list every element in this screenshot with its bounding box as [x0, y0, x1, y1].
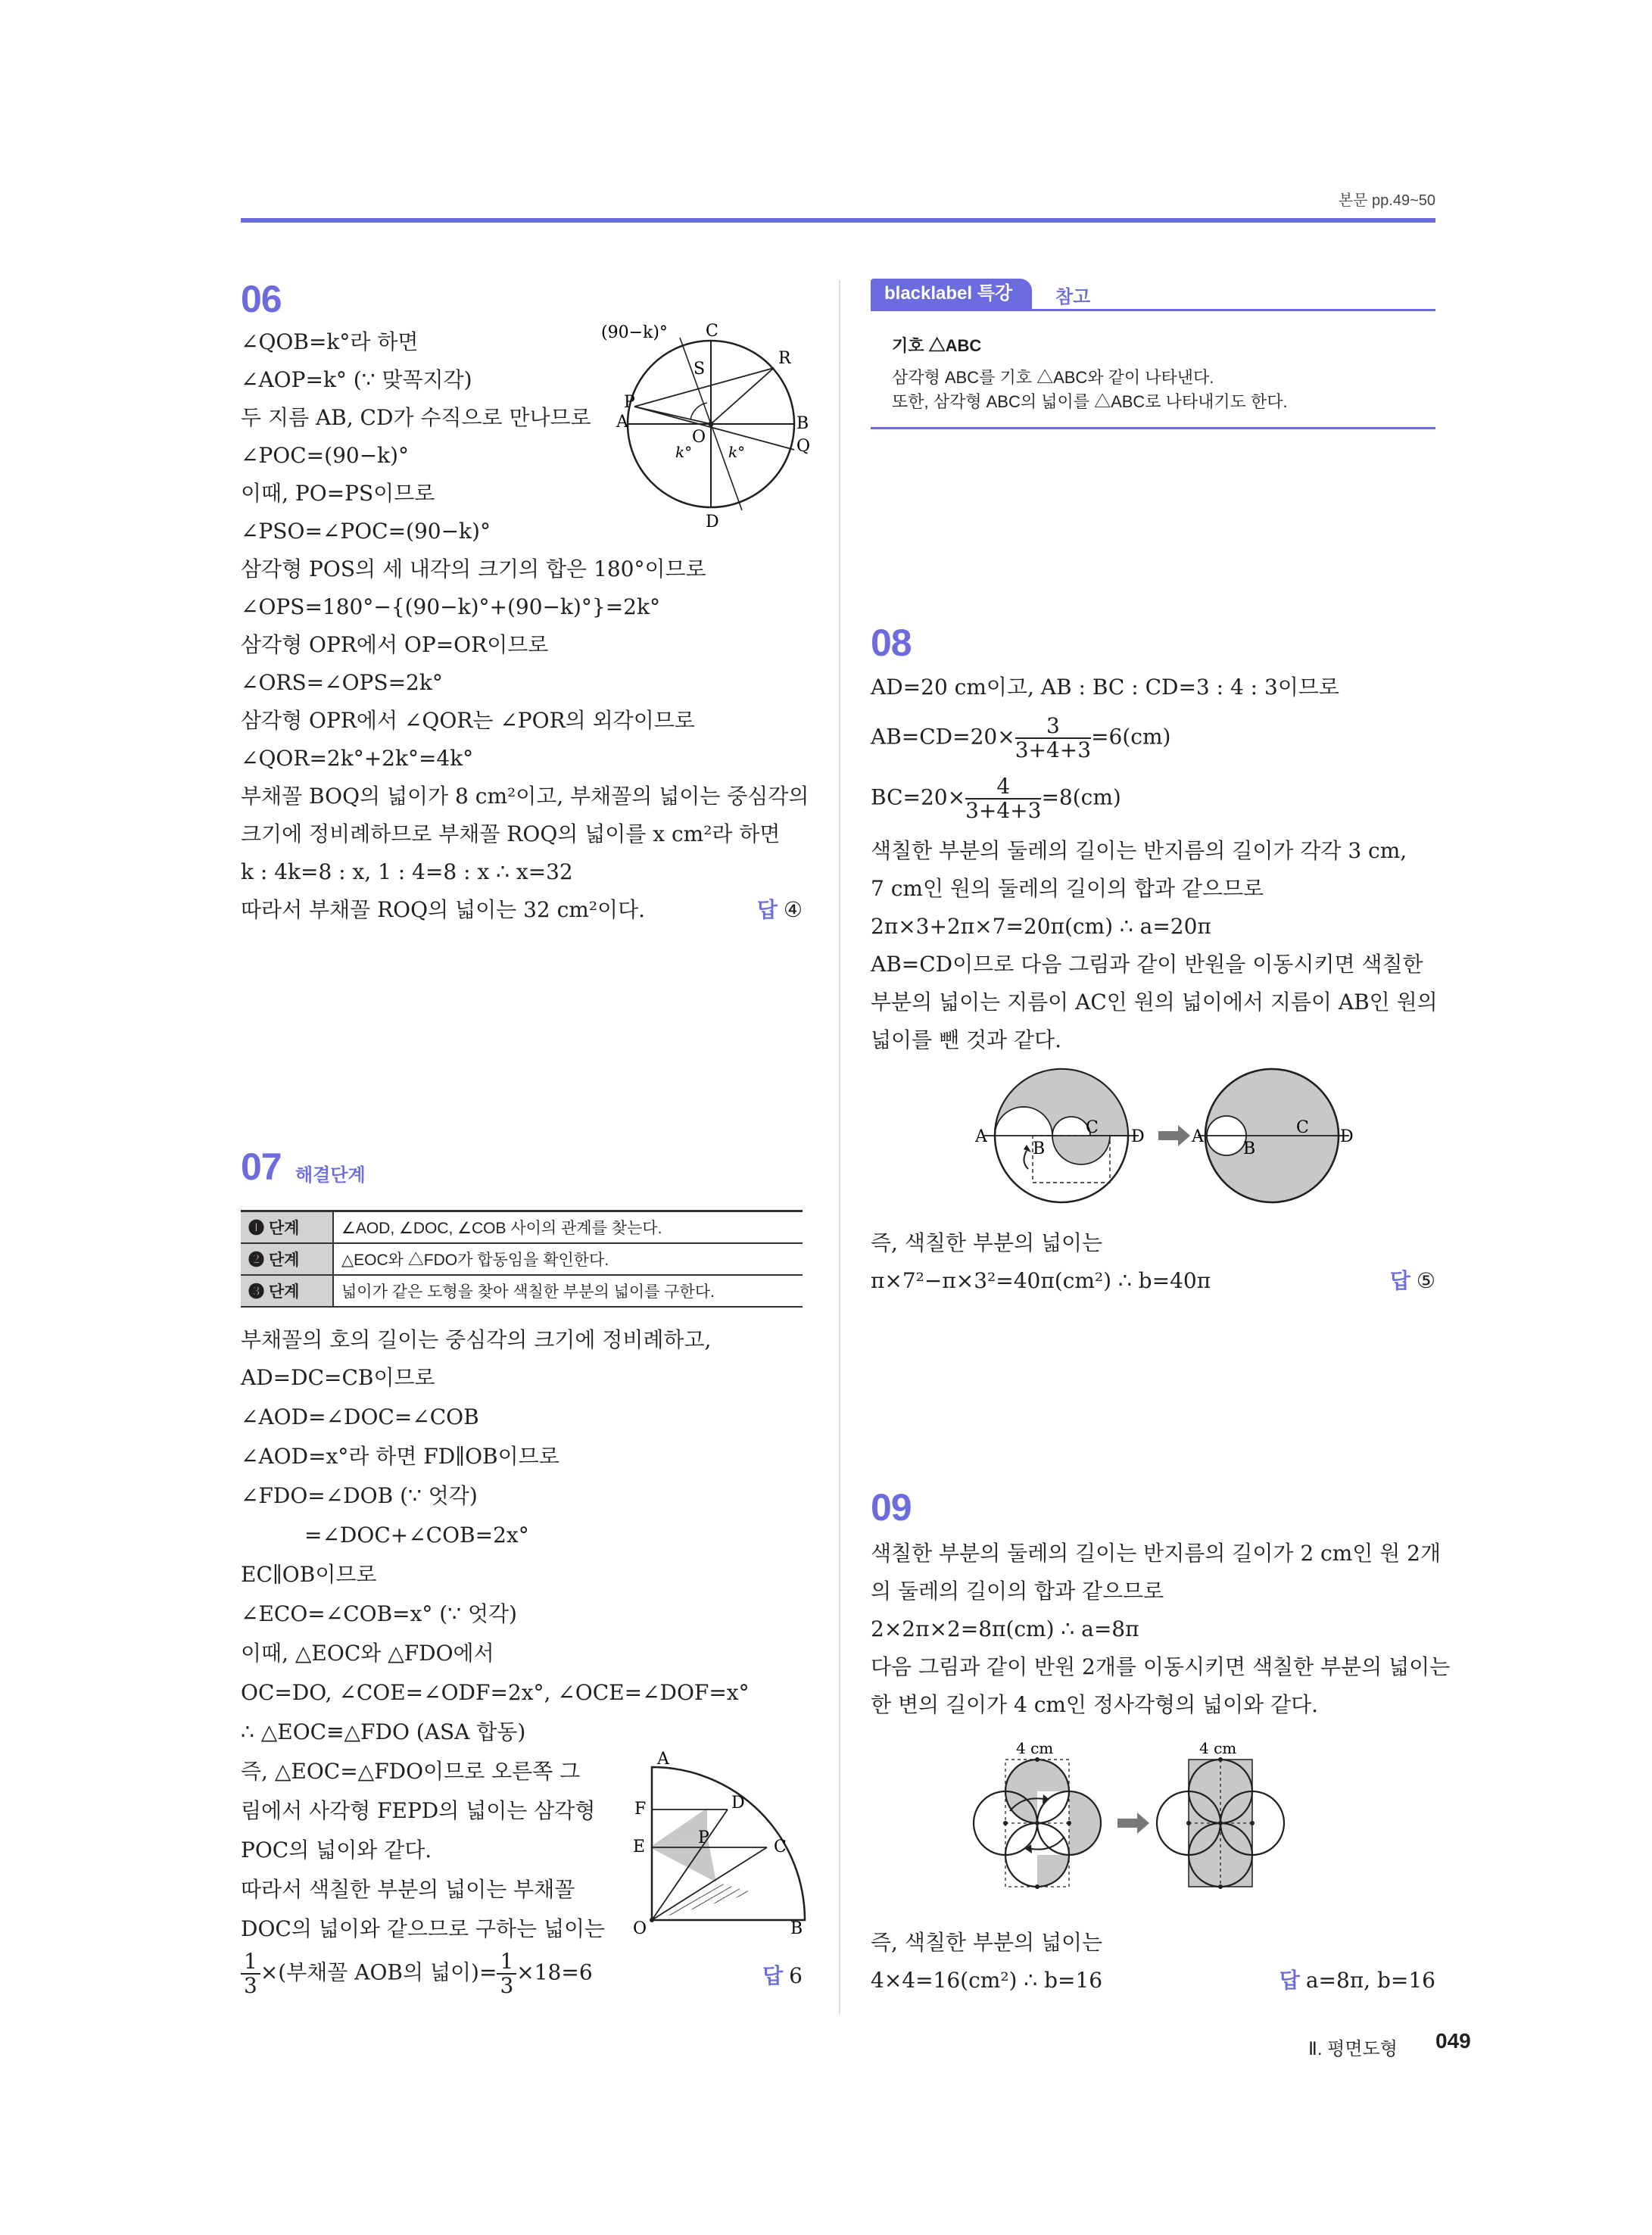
- q07-point-d: D: [731, 1794, 745, 1813]
- q06-line-11: 삼각형 OPR에서 ∠QOR는 ∠POR의 외각이므로: [241, 708, 695, 733]
- denominator: 3+4+3: [965, 798, 1042, 823]
- numerator: 1: [497, 1950, 516, 1975]
- q09-line-4: 다음 그림과 같이 반원 2개를 이동시키면 색칠한 부분의 넓이는: [871, 1654, 1451, 1679]
- answer-value: 6: [789, 1963, 803, 1988]
- q09-circles-figure: [946, 1726, 1340, 1915]
- q06-angle-label: (90−k)°: [601, 323, 668, 342]
- q07-point-b: B: [790, 1919, 803, 1938]
- q08-fig1-a: A: [975, 1127, 987, 1146]
- answer-label: 답: [762, 1964, 784, 1987]
- q08-eq-1: [871, 715, 1170, 762]
- q07-line-3: ∠AOD=∠DOC=∠COB: [241, 1404, 479, 1429]
- header-rule: [241, 218, 1435, 223]
- denominator: 3: [244, 1973, 257, 1998]
- q07-point-e: E: [633, 1838, 646, 1856]
- q07-point-a: A: [657, 1750, 669, 1769]
- q06-line-10: ∠ORS=∠OPS=2k°: [241, 670, 443, 695]
- q08-line-6: 부분의 넓이는 지름이 AC인 원의 넓이에서 지름이 AB인 원의: [871, 990, 1438, 1015]
- question-number-08: 08: [871, 622, 912, 664]
- question-number-06: 06: [241, 278, 282, 320]
- q06-point-p: P: [624, 393, 635, 412]
- eq-rhs: =6(cm): [1091, 724, 1171, 750]
- q08-fig2-c: C: [1296, 1118, 1309, 1137]
- q06-line-5: 이때, PO=PS이므로: [241, 481, 435, 506]
- step-row: [241, 1243, 803, 1275]
- fraction: [965, 775, 1041, 822]
- blacklabel-line-2: 또한, 삼각형 ABC의 넓이를 △ABC로 나타내기도 한다.: [892, 392, 1288, 411]
- expression-tail: ×18=6: [516, 1959, 593, 1985]
- blacklabel-line-1: 삼각형 ABC를 기호 △ABC와 같이 나타낸다.: [892, 368, 1214, 387]
- q08-line-4: 2π×3+2π×7=20π(cm) ∴ a=20π: [871, 914, 1211, 939]
- q07-line-12: 즉, △EOC=△FDO이므로 오른쪽 그: [241, 1759, 581, 1784]
- q07-point-c: C: [774, 1838, 787, 1856]
- step-label: ❶ 단계: [241, 1211, 333, 1243]
- q07-line-1: 부채꼴의 호의 길이는 중심각의 크기에 정비례하고,: [241, 1327, 712, 1352]
- step-text: △EOC와 △FDO가 합동임을 확인한다.: [333, 1243, 803, 1275]
- q09-line-1: 색칠한 부분의 둘레의 길이는 반지름의 길이가 2 cm인 원 2개: [871, 1541, 1442, 1566]
- q06-k-label-2: k°: [728, 443, 746, 461]
- blacklabel-ref: 참고: [1055, 287, 1091, 307]
- q08-eq-2: [871, 775, 1121, 822]
- step-label: ❷ 단계: [241, 1243, 333, 1275]
- q08-answer: [1390, 1266, 1435, 1296]
- q06-k-label-1: k°: [675, 443, 693, 461]
- q07-line-11: ∴ △EOC≡△FDO (ASA 합동): [241, 1719, 526, 1744]
- q06-point-q: Q: [796, 437, 811, 456]
- q09-line-5: 한 변의 길이가 4 cm인 정사각형의 넓이와 같다.: [871, 1692, 1319, 1717]
- q08-fig1-c: C: [1086, 1118, 1099, 1137]
- q06-point-c: C: [706, 322, 718, 341]
- q08-fig1-b: B: [1033, 1139, 1046, 1158]
- q06-point-s: S: [694, 360, 706, 379]
- q06-line-14: 크기에 정비례하므로 부채꼴 ROQ의 넓이를 x cm²라 하면: [241, 821, 781, 846]
- q06-line-4: ∠POC=(90−k)°: [241, 443, 410, 468]
- answer-value: ⑤: [1416, 1268, 1435, 1293]
- answer-label: 답: [1389, 1269, 1410, 1292]
- answer-value: ④: [783, 897, 803, 922]
- q08-line-7: 넓이를 뺀 것과 같다.: [871, 1027, 1061, 1052]
- q08-line-9: π×7²−π×3²=40π(cm²) ∴ b=40π: [871, 1268, 1211, 1293]
- eq-lhs: BC=20×: [871, 784, 966, 810]
- footer-section: Ⅱ. 평면도형: [1308, 2039, 1398, 2059]
- question-number-09: 09: [871, 1486, 912, 1529]
- footer-page-number: 049: [1435, 2029, 1471, 2053]
- q08-line-2: 색칠한 부분의 둘레의 길이는 반지름의 길이가 각각 3 cm,: [871, 838, 1407, 863]
- q09-len-1: 4 cm: [1016, 1739, 1054, 1757]
- q06-line-13: 부채꼴 BOQ의 넓이가 8 cm²이고, 부채꼴의 넓이는 중심각의: [241, 784, 809, 809]
- numerator: 3: [1015, 715, 1091, 739]
- page-reference: 본문 pp.49~50: [1338, 192, 1435, 209]
- answer-value: a=8π, b=16: [1305, 1968, 1435, 1993]
- q07-line-10: OC=DO, ∠COE=∠ODF=2x°, ∠OCE=∠DOF=x°: [241, 1680, 750, 1705]
- q07-line-13: 림에서 사각형 FEPD의 넓이는 삼각형: [241, 1798, 596, 1823]
- q08-line-1: AD=20 cm이고, AB : BC : CD=3 : 4 : 3이므로: [871, 675, 1339, 700]
- q06-point-d: D: [706, 513, 719, 531]
- eq-rhs: =8(cm): [1041, 784, 1121, 810]
- q08-line-3: 7 cm인 원의 둘레의 길이의 합과 같으므로: [871, 876, 1264, 901]
- q06-answer: [757, 895, 803, 925]
- eq-lhs: AB=CD=20×: [871, 724, 1015, 750]
- q06-line-15: k : 4k=8 : x, 1 : 4=8 : x ∴ x=32: [241, 859, 573, 884]
- q06-line-7: 삼각형 POS의 세 내각의 크기의 합은 180°이므로: [241, 556, 706, 581]
- q09-line-2: 의 둘레의 길이의 합과 같으므로: [871, 1579, 1164, 1604]
- expression-mid: ×(부채꼴 AOB의 넓이)=: [260, 1959, 497, 1985]
- q07-final-expression: [241, 1950, 593, 1997]
- q07-line-5: ∠FDO=∠DOB (∵ 엇각): [241, 1483, 478, 1508]
- fraction: [497, 1950, 516, 1997]
- fraction: [241, 1950, 260, 1997]
- q06-line-12: ∠QOR=2k°+2k°=4k°: [241, 746, 474, 771]
- numerator: 4: [965, 775, 1041, 800]
- q07-line-16: DOC의 넓이와 같으므로 구하는 넓이는: [241, 1916, 606, 1941]
- q06-line-3: 두 지름 AB, CD가 수직으로 만나므로: [241, 405, 591, 430]
- column-divider: [839, 280, 840, 2014]
- q06-line-6: ∠PSO=∠POC=(90−k)°: [241, 519, 491, 544]
- q07-line-9: 이때, △EOC와 △FDO에서: [241, 1641, 494, 1666]
- q08-fig1-d: D: [1131, 1127, 1145, 1146]
- q06-point-o: O: [692, 428, 706, 447]
- q09-line-3: 2×2π×2=8π(cm) ∴ a=8π: [871, 1616, 1139, 1641]
- q07-line-8: ∠ECO=∠COB=x° (∵ 엇각): [241, 1601, 517, 1626]
- step-row: [241, 1211, 803, 1243]
- q07-step-table: [241, 1210, 803, 1308]
- step-row: [241, 1275, 803, 1307]
- q07-line-6: =∠DOC+∠COB=2x°: [304, 1523, 529, 1548]
- answer-label: 답: [756, 898, 778, 921]
- q07-line-14: POC의 넓이와 같다.: [241, 1838, 432, 1862]
- blacklabel-title: 기호 △ABC: [892, 336, 982, 355]
- q08-line-5: AB=CD이므로 다음 그림과 같이 반원을 이동시키면 색칠한: [871, 952, 1423, 977]
- answer-label: 답: [1279, 1968, 1300, 1992]
- question-number-07: 07: [241, 1146, 282, 1188]
- step-text: ∠AOD, ∠DOC, ∠COB 사이의 관계를 찾는다.: [333, 1211, 803, 1243]
- q07-point-f: F: [634, 1800, 647, 1819]
- q09-line-6: 즉, 색칠한 부분의 넓이는: [871, 1930, 1103, 1955]
- q06-line-1: ∠QOB=k°라 하면: [241, 329, 419, 354]
- q08-fig2-a: A: [1192, 1127, 1204, 1146]
- numerator: 1: [241, 1950, 260, 1975]
- blacklabel-bottom-rule: [871, 427, 1435, 429]
- q08-circles-figure: [954, 1063, 1354, 1214]
- q07-line-2: AD=DC=CB이므로: [241, 1365, 435, 1390]
- q08-fig2-d: D: [1340, 1127, 1354, 1146]
- blacklabel-tag: blacklabel 특강: [871, 279, 1032, 309]
- q07-line-4: ∠AOD=x°라 하면 FD∥OB이므로: [241, 1444, 559, 1469]
- q08-fig2-b: B: [1243, 1139, 1256, 1158]
- q07-line-7: EC∥OB이므로: [241, 1562, 377, 1587]
- denominator: 3: [500, 1973, 514, 1998]
- step-text: 넓이가 같은 도형을 찾아 색칠한 부분의 넓이를 구한다.: [333, 1275, 803, 1307]
- q08-line-8: 즉, 색칠한 부분의 넓이는: [871, 1230, 1103, 1255]
- q09-answer: [1280, 1965, 1435, 1996]
- q06-point-a: A: [616, 413, 628, 432]
- q07-subtitle: 해결단계: [295, 1165, 366, 1186]
- q07-sector-figure: [618, 1749, 803, 1938]
- step-label: ❸ 단계: [241, 1275, 333, 1307]
- q06-line-16: 따라서 부채꼴 ROQ의 넓이는 32 cm²이다.: [241, 897, 646, 922]
- q07-point-p: P: [698, 1828, 709, 1847]
- q07-answer: [762, 1961, 803, 1991]
- q07-line-15: 따라서 색칠한 부분의 넓이는 부채꼴: [241, 1877, 575, 1902]
- q09-line-7: 4×4=16(cm²) ∴ b=16: [871, 1968, 1103, 1993]
- q06-line-8: ∠OPS=180°−{(90−k)°+(90−k)°}=2k°: [241, 594, 660, 619]
- q06-point-b: B: [796, 414, 809, 433]
- denominator: 3+4+3: [1015, 737, 1092, 762]
- q06-line-9: 삼각형 OPR에서 OP=OR이므로: [241, 632, 549, 657]
- q07-point-o: O: [633, 1919, 647, 1938]
- q06-point-r: R: [778, 349, 791, 368]
- q06-line-2: ∠AOP=k° (∵ 맞꼭지각): [241, 367, 472, 392]
- q09-len-2: 4 cm: [1199, 1739, 1237, 1757]
- q06-circle-figure: [601, 321, 821, 541]
- fraction: [1015, 715, 1091, 762]
- blacklabel-top-rule: [871, 309, 1435, 311]
